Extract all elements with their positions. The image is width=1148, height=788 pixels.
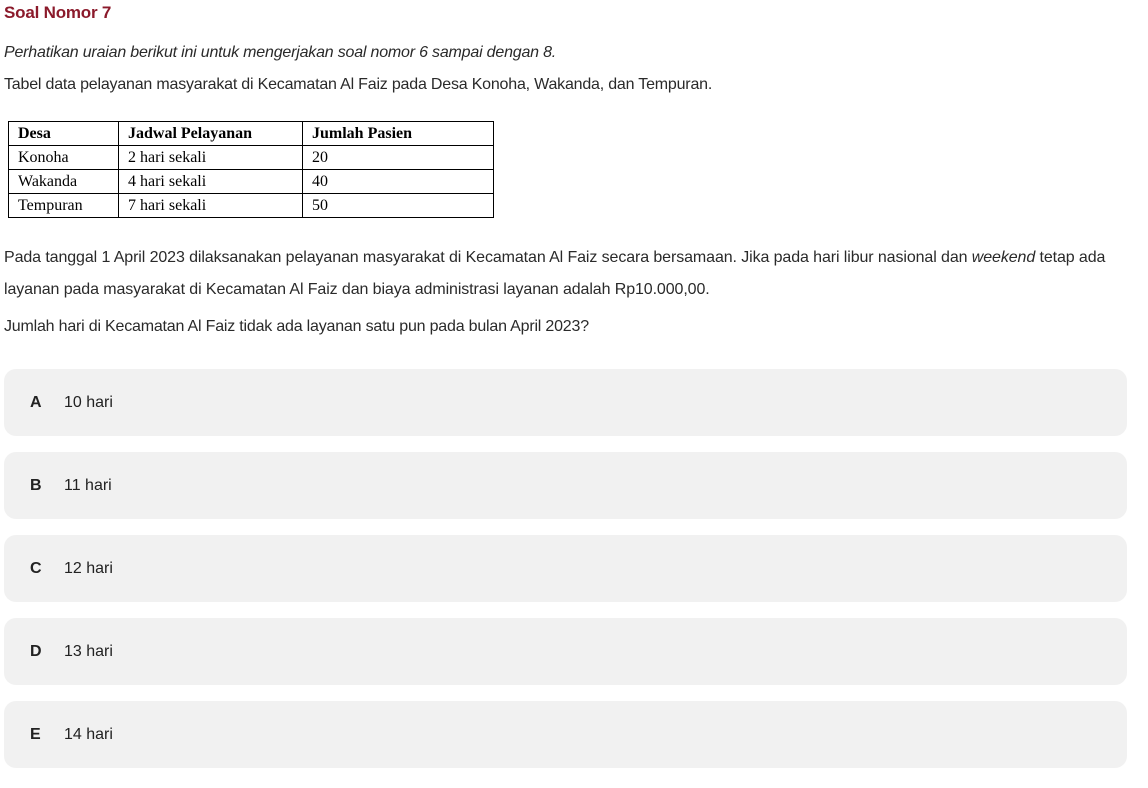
cell-jadwal: 4 hari sekali bbox=[119, 170, 303, 194]
cell-desa: Tempuran bbox=[9, 194, 119, 218]
header-jadwal-pelayanan: Jadwal Pelayanan bbox=[119, 122, 303, 146]
header-desa: Desa bbox=[9, 122, 119, 146]
table-caption: Tabel data pelayanan masyarakat di Kecamatan Al Faiz pada Desa Konoha, Wakanda, dan Tempuran. bbox=[4, 76, 713, 93]
scenario-text bbox=[4, 242, 1144, 306]
option-text: 13 hari bbox=[64, 642, 113, 660]
option-text: 12 hari bbox=[64, 559, 113, 577]
option-letter: A bbox=[30, 393, 42, 411]
scenario-part-2: tetap ada layanan pada masyarakat di Kecamatan Al Faiz dan biaya administrasi layanan adalah Rp10.000,00. bbox=[4, 249, 1106, 298]
intro-text: Perhatikan uraian berikut ini untuk mengerjakan soal nomor 6 sampai dengan 8. bbox=[4, 44, 557, 61]
option-text: 14 hari bbox=[64, 725, 113, 743]
option-letter: C bbox=[30, 559, 42, 577]
cell-pasien: 50 bbox=[303, 194, 494, 218]
option-letter: B bbox=[30, 476, 42, 494]
cell-desa: Wakanda bbox=[9, 170, 119, 194]
option-a[interactable] bbox=[4, 369, 1127, 436]
option-d[interactable] bbox=[4, 618, 1127, 685]
table-row bbox=[9, 170, 494, 194]
option-letter: D bbox=[30, 642, 42, 660]
question-title: Soal Nomor 7 bbox=[4, 3, 112, 22]
option-text: 10 hari bbox=[64, 393, 113, 411]
answer-options bbox=[4, 369, 1127, 784]
cell-pasien: 40 bbox=[303, 170, 494, 194]
header-jumlah-pasien: Jumlah Pasien bbox=[303, 122, 494, 146]
option-text: 11 hari bbox=[64, 476, 112, 494]
service-data-table bbox=[8, 121, 494, 218]
cell-pasien: 20 bbox=[303, 146, 494, 170]
cell-jadwal: 2 hari sekali bbox=[119, 146, 303, 170]
cell-desa: Konoha bbox=[9, 146, 119, 170]
cell-jadwal: 7 hari sekali bbox=[119, 194, 303, 218]
question-text: Jumlah hari di Kecamatan Al Faiz tidak ada layanan satu pun pada bulan April 2023? bbox=[4, 318, 589, 335]
option-letter: E bbox=[30, 725, 41, 743]
option-b[interactable] bbox=[4, 452, 1127, 519]
table-row bbox=[9, 194, 494, 218]
scenario-part-1: Pada tanggal 1 April 2023 dilaksanakan pelayanan masyarakat di Kecamatan Al Faiz secara bersamaan. Jika pada hari libur nasional dan bbox=[4, 249, 972, 266]
scenario-emphasis: weekend bbox=[971, 249, 1036, 266]
option-e[interactable] bbox=[4, 701, 1127, 768]
table-header-row bbox=[9, 122, 494, 146]
option-c[interactable] bbox=[4, 535, 1127, 602]
table-row bbox=[9, 146, 494, 170]
